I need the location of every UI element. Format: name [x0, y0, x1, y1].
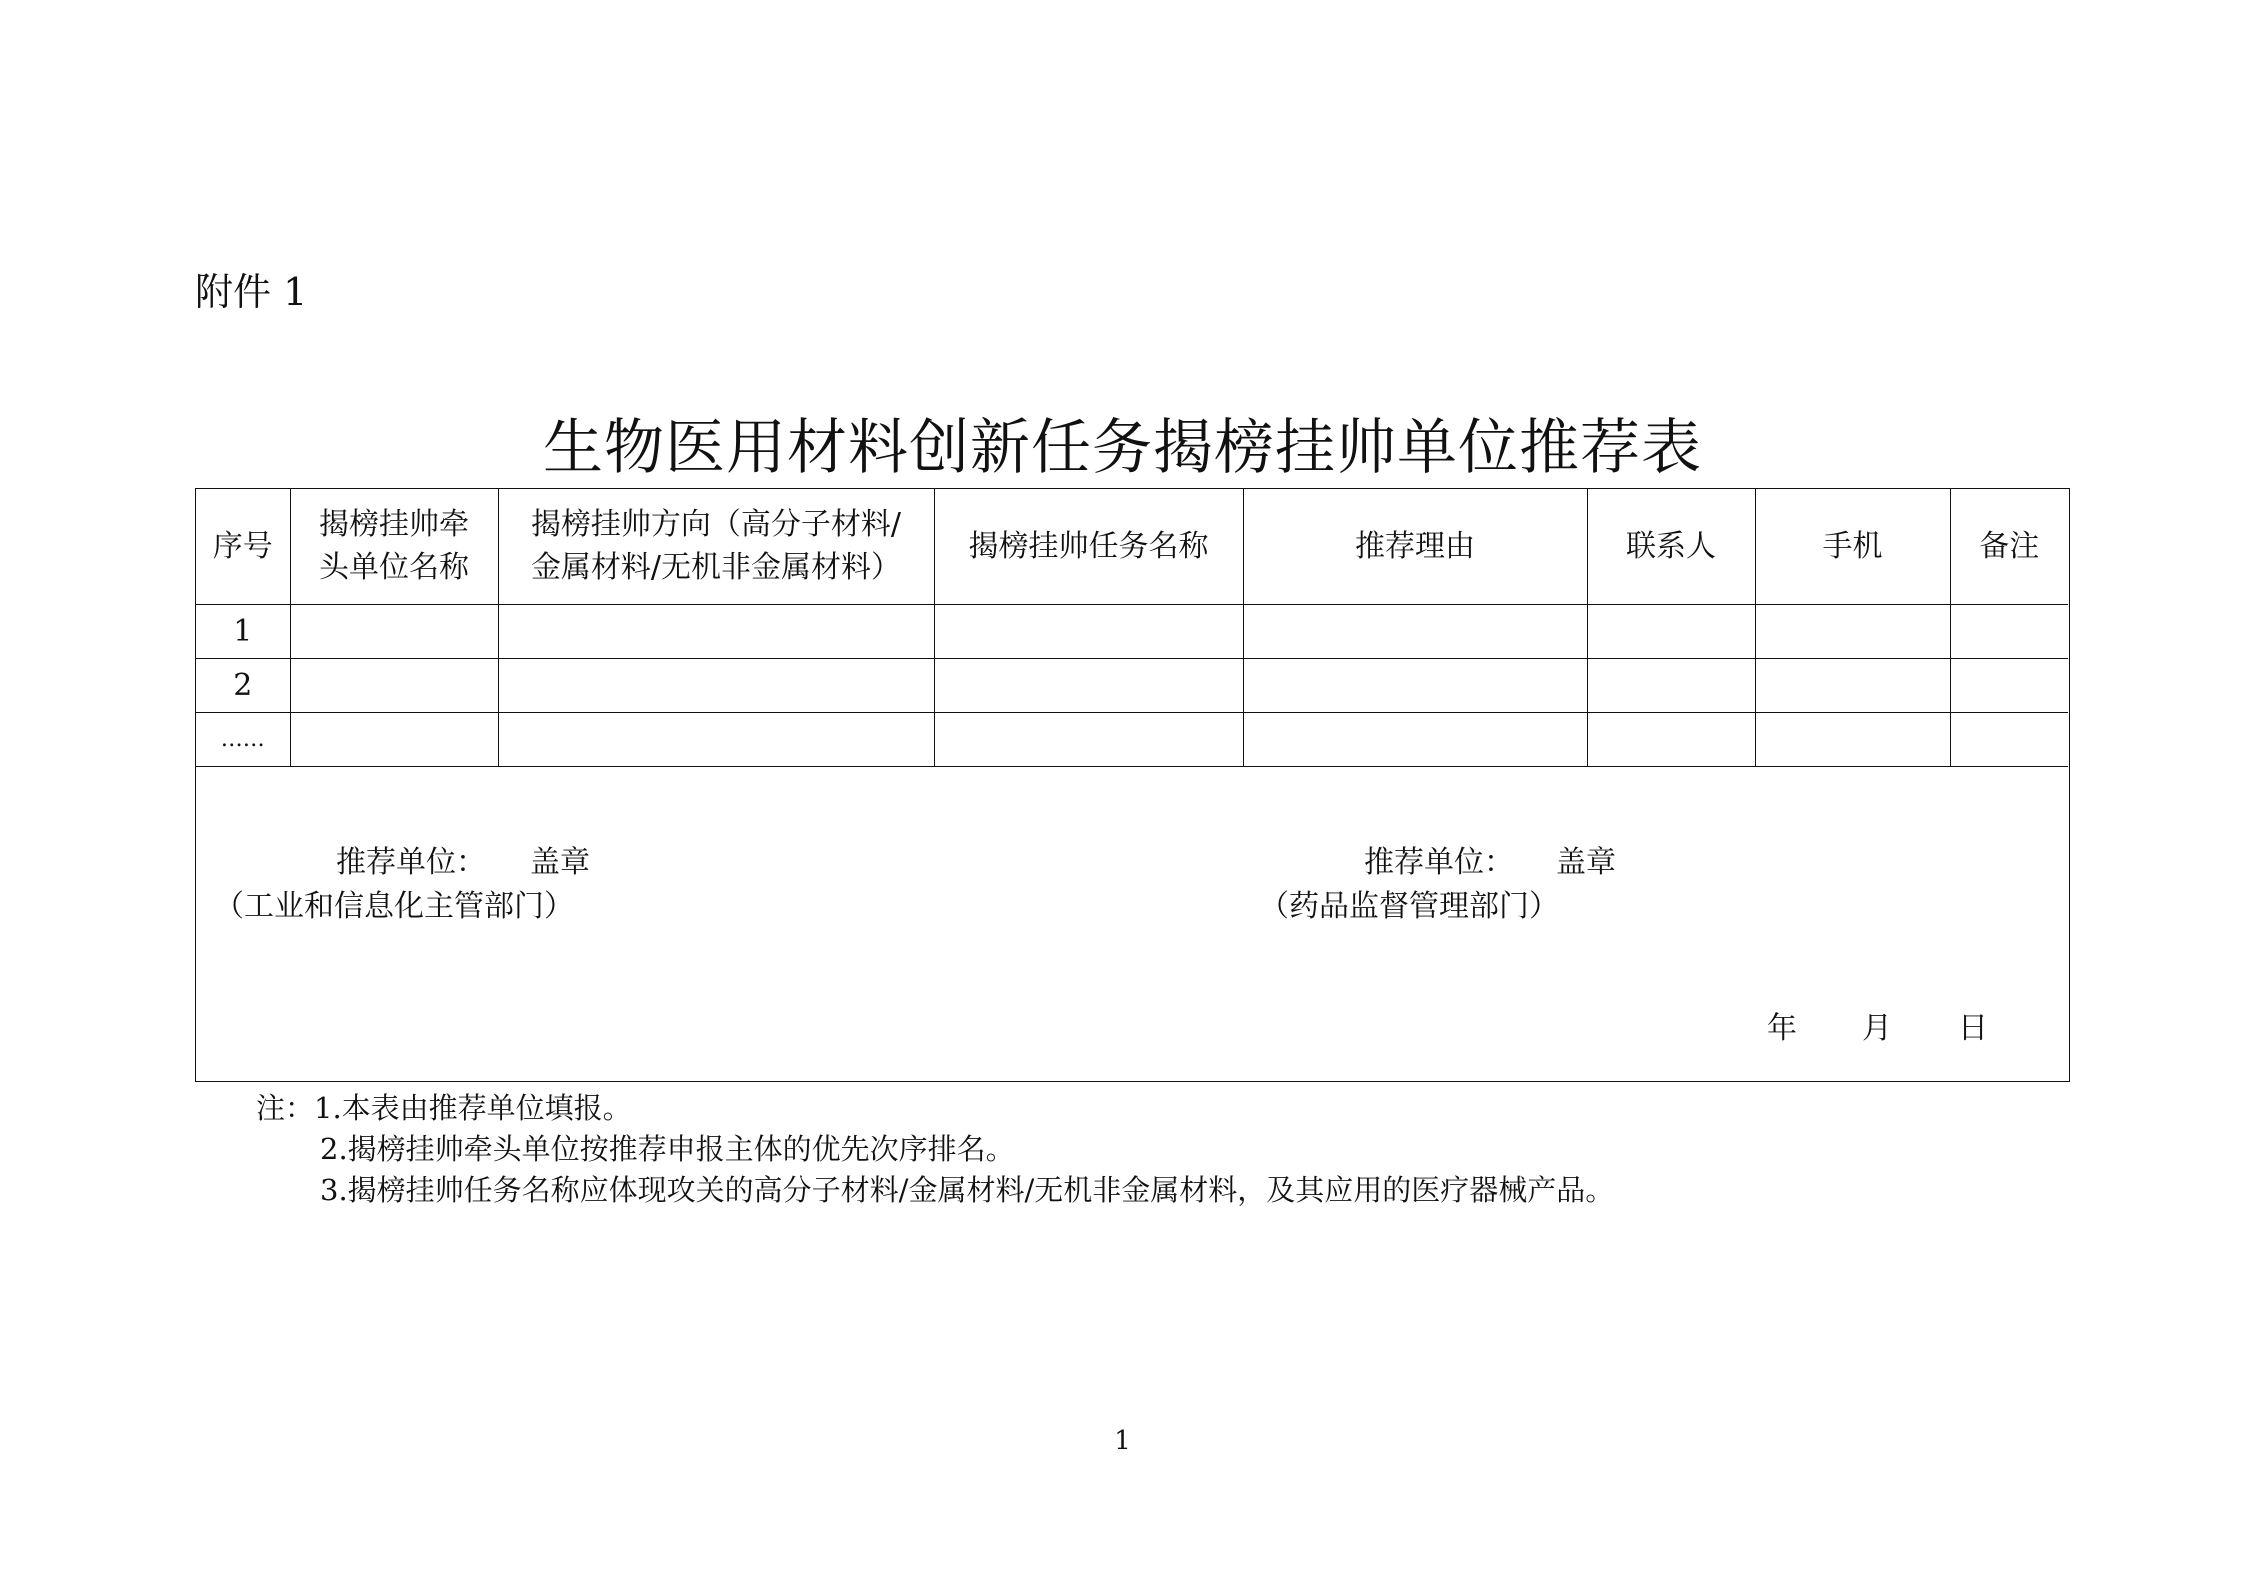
note-line-3: 3.揭榜挂帅任务名称应体现攻关的高分子材料/金属材料/无机非金属材料，及其应用的医疗器械产品。 — [320, 1173, 1615, 1207]
note-line-1: 注：1.本表由推荐单位填报。 — [256, 1091, 632, 1125]
header-task-name: 揭榜挂帅任务名称 — [934, 489, 1243, 604]
row-seq: 2 — [196, 658, 290, 712]
cell-phone[interactable] — [1755, 712, 1950, 766]
date-year: 年 — [1767, 1011, 1797, 1046]
cell-lead-unit[interactable] — [290, 712, 498, 766]
header-direction-line1: 揭榜挂帅方向（高分子材料/ — [530, 507, 902, 543]
cell-direction[interactable] — [498, 712, 934, 766]
note-line-2: 2.揭榜挂帅牵头单位按推荐申报主体的优先次序排名。 — [320, 1132, 1015, 1166]
row-seq: …… — [196, 712, 290, 766]
table-row — [196, 712, 2068, 766]
table-row — [196, 658, 2068, 712]
cell-remarks[interactable] — [1950, 604, 2068, 658]
header-direction — [498, 489, 934, 604]
recommendation-table — [196, 489, 2068, 767]
header-phone: 手机 — [1755, 489, 1950, 604]
table-header-row — [196, 489, 2068, 604]
left-recommend-unit-label: 推荐单位： — [336, 845, 486, 880]
cell-remarks[interactable] — [1950, 712, 2068, 766]
header-contact: 联系人 — [1587, 489, 1755, 604]
cell-direction[interactable] — [498, 658, 934, 712]
date-month: 月 — [1862, 1011, 1892, 1046]
row-seq: 1 — [196, 604, 290, 658]
cell-reason[interactable] — [1243, 712, 1587, 766]
header-seq: 序号 — [196, 489, 290, 604]
table-row — [196, 604, 2068, 658]
cell-task-name[interactable] — [934, 604, 1243, 658]
header-lead-unit-line1: 揭榜挂帅牵 — [319, 507, 469, 543]
cell-lead-unit[interactable] — [290, 604, 498, 658]
right-department: （药品监督管理部门） — [1259, 889, 1559, 924]
cell-task-name[interactable] — [934, 658, 1243, 712]
cell-phone[interactable] — [1755, 604, 1950, 658]
header-remarks: 备注 — [1950, 489, 2068, 604]
page-number: 1 — [1114, 1426, 1131, 1456]
cell-remarks[interactable] — [1950, 658, 2068, 712]
cell-contact[interactable] — [1587, 658, 1755, 712]
date-day: 日 — [1958, 1011, 1988, 1046]
recommendation-form — [195, 488, 2070, 1082]
cell-direction[interactable] — [498, 604, 934, 658]
right-recommend-unit-label: 推荐单位： — [1364, 845, 1514, 880]
left-seal-label: 盖章 — [530, 845, 590, 880]
cell-reason[interactable] — [1243, 604, 1587, 658]
right-seal-label: 盖章 — [1556, 845, 1616, 880]
cell-reason[interactable] — [1243, 658, 1587, 712]
document-title: 生物医用材料创新任务揭榜挂帅单位推荐表 — [543, 413, 1702, 483]
cell-contact[interactable] — [1587, 604, 1755, 658]
header-reason: 推荐理由 — [1243, 489, 1587, 604]
cell-phone[interactable] — [1755, 658, 1950, 712]
left-department: （工业和信息化主管部门） — [214, 889, 574, 924]
header-lead-unit-line2: 头单位名称 — [319, 550, 469, 586]
attachment-label: 附件 1 — [195, 270, 308, 314]
cell-contact[interactable] — [1587, 712, 1755, 766]
header-direction-line2: 金属材料/无机非金属材料） — [530, 550, 902, 586]
header-lead-unit — [290, 489, 498, 604]
cell-lead-unit[interactable] — [290, 658, 498, 712]
cell-task-name[interactable] — [934, 712, 1243, 766]
